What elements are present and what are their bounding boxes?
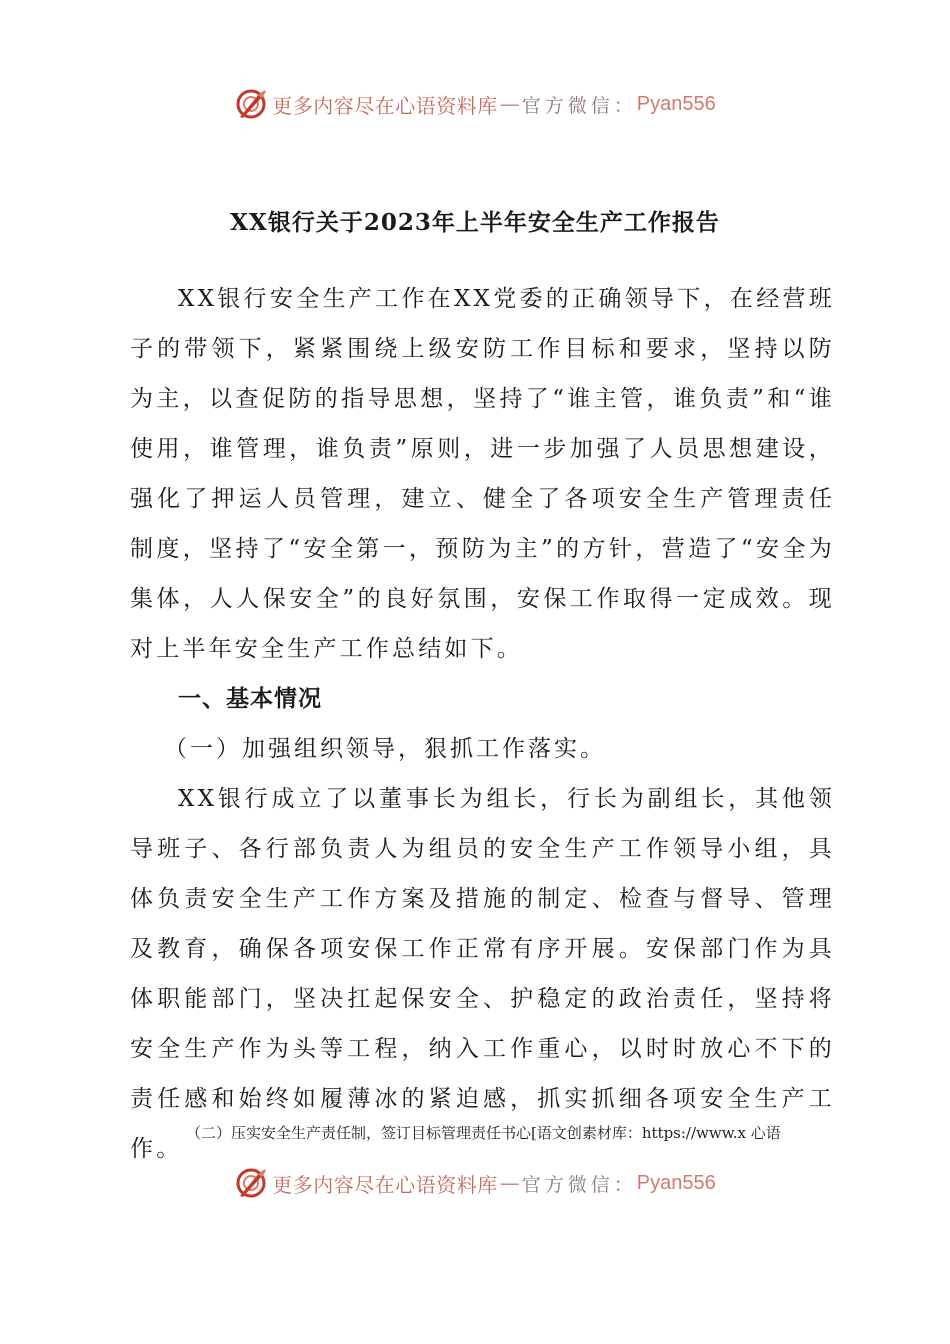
watermark-banner-bottom — [0, 1163, 950, 1203]
watermark-wechat-label: 官方微信： — [521, 94, 637, 117]
subsection-paragraph: XX银行成立了以董事长为组长，行长为副组长，其他领导班子、各行部负责人为组员的安全生产工作领导小组，具体负责安全生产工作方案及措施的制定、检查与督导、管理及教育，确保各项安保工作正常有序开展。安保部门作为具体职能部门，坚决扛起保安全、护稳定的政治责任，坚持将安全生产作为头等工程，纳入工作重心，以时时放心不下的责任感和始终如履薄冰的紧迫感，抓实抓细各项安全生产工作。 — [130, 786, 835, 1162]
watermark-wechat-id: Pyan556 — [636, 92, 716, 115]
watermark-wechat-label: 官方微信： — [521, 1173, 637, 1196]
watermark-wechat-id: Pyan556 — [636, 1171, 716, 1194]
footnote-line: （二）压实安全生产责任制，签订目标管理责任书心[语文创素材库：https://www.x 心语 — [186, 1124, 781, 1142]
document-body — [130, 274, 835, 1174]
watermark-banner-top — [0, 84, 950, 124]
subsection-heading: （一）加强组织领导，狠抓工作落实。 — [164, 736, 606, 762]
watermark-separator: — — [499, 92, 520, 116]
document-title: XX银行关于2023年上半年安全生产工作报告 — [230, 209, 720, 236]
intro-paragraph: XX银行安全生产工作在XX党委的正确领导下，在经营班子的带领下，紧紧围绕上级安防工作目标和要求，坚持以防为主，以查促防的指导思想，坚持了“谁主管，谁负责”和“谁使用，谁管理，谁负责”原则，进一步加强了人员思想建设，强化了押运人员管理，建立、健全了各项安全生产管理责任制度，坚持了“安全第一，预防为主”的方针，营造了“安全为集体，人人保安全”的良好氛围，安保工作取得一定成效。现对上半年安全生产工作总结如下。 — [130, 286, 835, 662]
watermark-text: 更多内容尽在心语资料库 — [272, 1172, 498, 1197]
quill-logo-icon — [234, 87, 268, 121]
quill-logo-icon — [234, 1166, 268, 1200]
watermark-separator: — — [499, 1171, 520, 1195]
watermark-text: 更多内容尽在心语资料库 — [272, 93, 498, 118]
section-heading: 一、基本情况 — [178, 685, 322, 712]
